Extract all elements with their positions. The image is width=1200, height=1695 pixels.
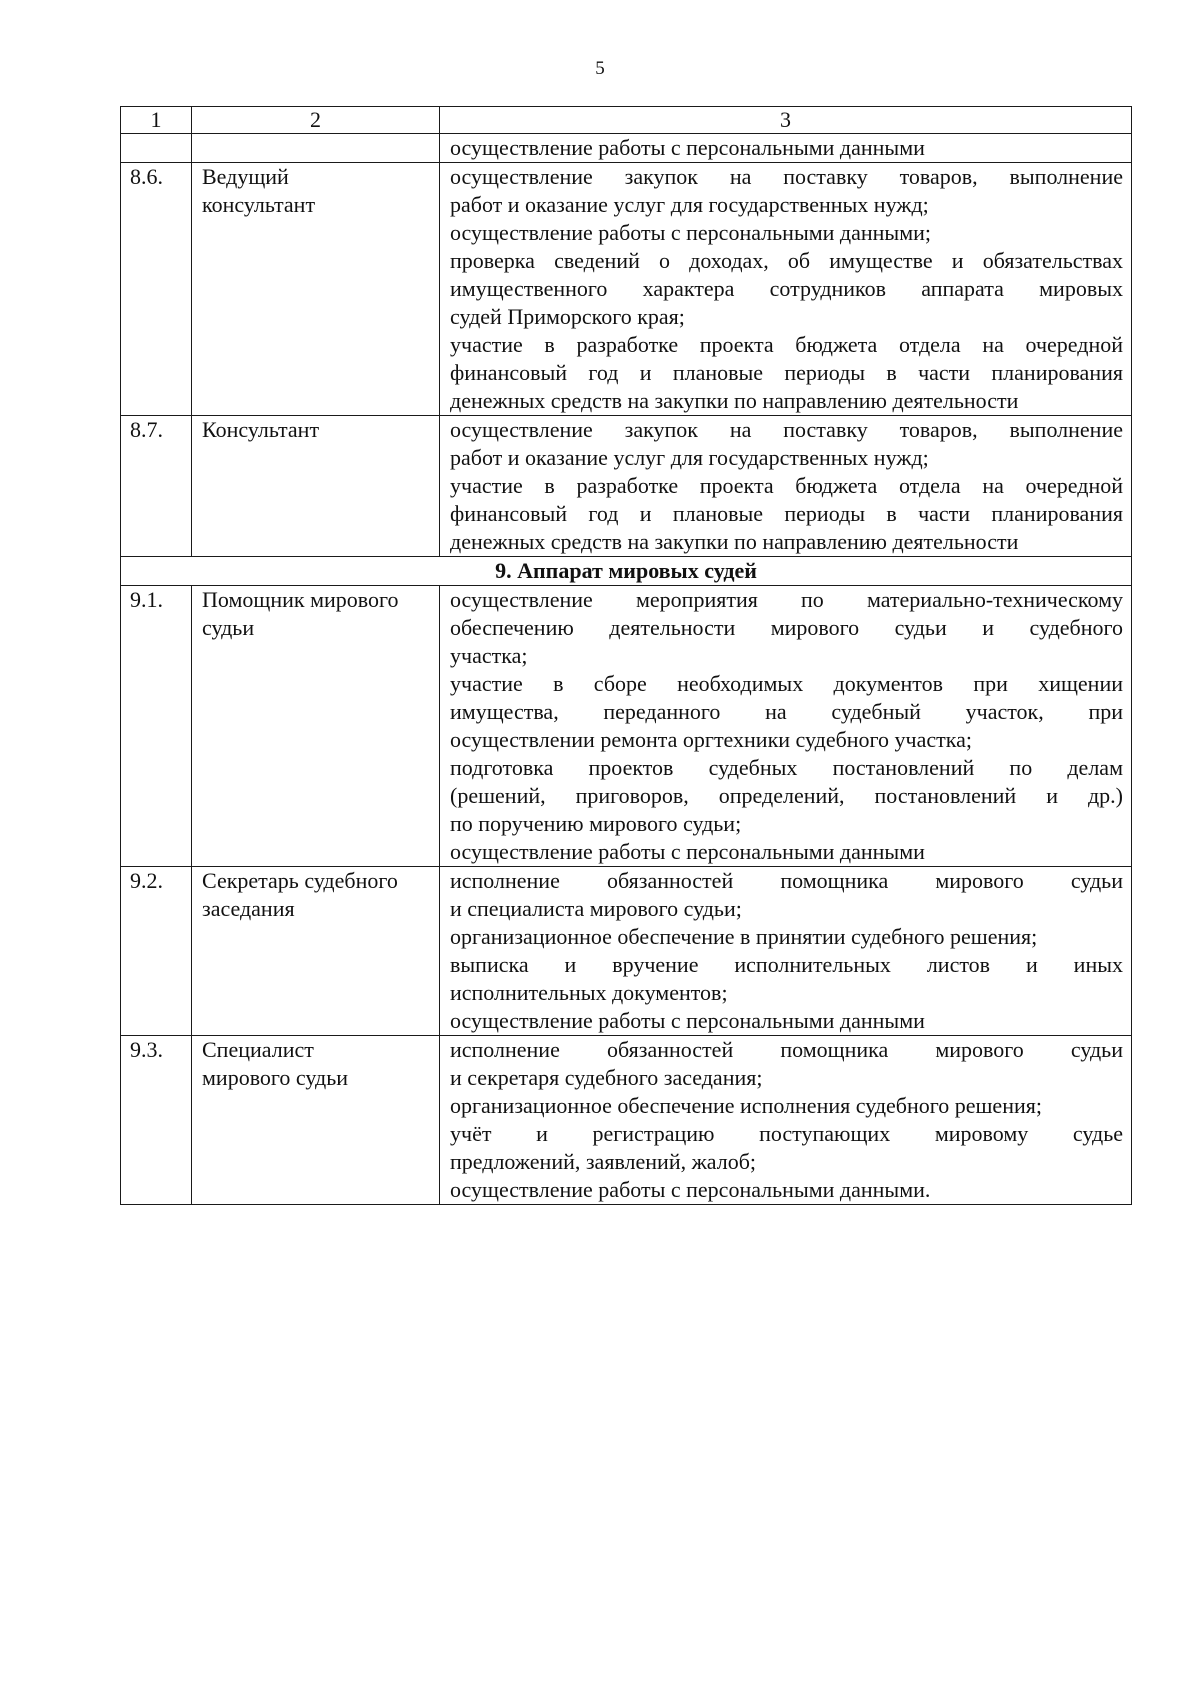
duties-cell (440, 416, 1132, 557)
position-title-line: судьи (202, 615, 255, 640)
duty-line: работ и оказание услуг для государственных нужд; (450, 445, 929, 470)
duty-line: имущества, переданного на судебный участок, при (450, 699, 1123, 724)
section-9-header (121, 557, 1132, 586)
duty-line: по поручению мирового судьи; (450, 811, 742, 836)
duty-line: судей Приморского края; (450, 304, 685, 329)
position-title (192, 134, 440, 163)
duties-cell (440, 867, 1132, 1036)
duty-line: денежных средств на закупки по направлению деятельности (450, 388, 1019, 413)
duty-line: осуществление работы с персональными данными. (450, 1177, 931, 1202)
table-header-row (121, 107, 1132, 134)
duties-cell (440, 1036, 1132, 1205)
duty-line: финансовый год и плановые периоды в части планирования (450, 501, 1123, 526)
position-title-line: Помощник мирового (202, 587, 399, 612)
page-number: 5 (595, 58, 605, 79)
section-8-rows (121, 163, 1132, 557)
duty-line: и специалиста мирового судьи; (450, 896, 742, 921)
column-header: 3 (440, 107, 1132, 134)
position-title (192, 416, 440, 557)
row-number: 9.2. (121, 867, 192, 1036)
position-title-line: мирового судьи (202, 1065, 348, 1090)
position-title-line: консультант (202, 192, 316, 217)
column-header: 2 (192, 107, 440, 134)
duty-line: организационное обеспечение в принятии судебного решения; (450, 924, 1038, 949)
position-title (192, 1036, 440, 1205)
row-number (121, 134, 192, 163)
duty-line: исполнение обязанностей помощника мирового судьи (450, 868, 1123, 893)
position-title-line: Ведущий (202, 164, 289, 189)
duty-line: исполнительных документов; (450, 980, 728, 1005)
duty-line: работ и оказание услуг для государственных нужд; (450, 192, 929, 217)
position-title (192, 867, 440, 1036)
duty-line: осуществление закупок на поставку товаров, выполнение (450, 417, 1123, 442)
row-number: 9.1. (121, 586, 192, 867)
duty-line: денежных средств на закупки по направлению деятельности (450, 529, 1019, 554)
duty-line: осуществлении ремонта оргтехники судебного участка; (450, 727, 972, 752)
row-number: 8.6. (121, 163, 192, 416)
column-header: 1 (121, 107, 192, 134)
table-row (121, 586, 1132, 867)
section-title: 9. Аппарат мировых судей (121, 557, 1132, 586)
duty-line: обеспечению деятельности мирового судьи и судебного (450, 615, 1123, 640)
duty-line: осуществление работы с персональными данными; (450, 220, 932, 245)
position-title-line: Консультант (202, 417, 320, 442)
table-row (121, 867, 1132, 1036)
duty-line: финансовый год и плановые периоды в части планирования (450, 360, 1123, 385)
duty-line: участка; (450, 643, 528, 668)
duty-line: участие в разработке проекта бюджета отдела на очередной (450, 332, 1123, 357)
duty-line: организационное обеспечение исполнения судебного решения; (450, 1093, 1042, 1118)
duty-line: осуществление работы с персональными данными (450, 1008, 925, 1033)
duty-line: исполнение обязанностей помощника мирового судьи (450, 1037, 1123, 1062)
duties-table (120, 106, 1132, 1205)
duty-line: осуществление работы с персональными данными (450, 839, 925, 864)
duty-line: учёт и регистрацию поступающих мировому судье (450, 1121, 1123, 1146)
row-number: 9.3. (121, 1036, 192, 1205)
row-number: 8.7. (121, 416, 192, 557)
section-9-rows (121, 586, 1132, 1205)
duties-cell (440, 134, 1132, 163)
position-title-line: заседания (202, 896, 295, 921)
duty-line: подготовка проектов судебных постановлений по делам (450, 755, 1123, 780)
duty-line: имущественного характера сотрудников аппарата мировых (450, 276, 1123, 301)
duties-cell (440, 586, 1132, 867)
duty-line: осуществление работы с персональными данными (450, 135, 925, 160)
table-row (121, 416, 1132, 557)
duty-line: осуществление закупок на поставку товаров, выполнение (450, 164, 1123, 189)
duty-line: выписка и вручение исполнительных листов и иных (450, 952, 1123, 977)
duty-line: осуществление мероприятия по материально-техническому (450, 587, 1123, 612)
table-row (121, 163, 1132, 416)
duty-line: (решений, приговоров, определений, постановлений и др.) (450, 783, 1123, 808)
position-title-line: Специалист (202, 1037, 314, 1062)
duty-line: проверка сведений о доходах, об имуществе и обязательствах (450, 248, 1123, 273)
duty-line: предложений, заявлений, жалоб; (450, 1149, 757, 1174)
position-title (192, 586, 440, 867)
section-title-row (121, 557, 1132, 586)
duty-line: участие в сборе необходимых документов при хищении (450, 671, 1123, 696)
table-body (121, 107, 1132, 163)
duty-line: участие в разработке проекта бюджета отдела на очередной (450, 473, 1123, 498)
table-row (121, 1036, 1132, 1205)
duties-cell (440, 163, 1132, 416)
table-row (121, 134, 1132, 163)
position-title-line: Секретарь судебного (202, 868, 398, 893)
duty-line: и секретаря судебного заседания; (450, 1065, 763, 1090)
position-title (192, 163, 440, 416)
